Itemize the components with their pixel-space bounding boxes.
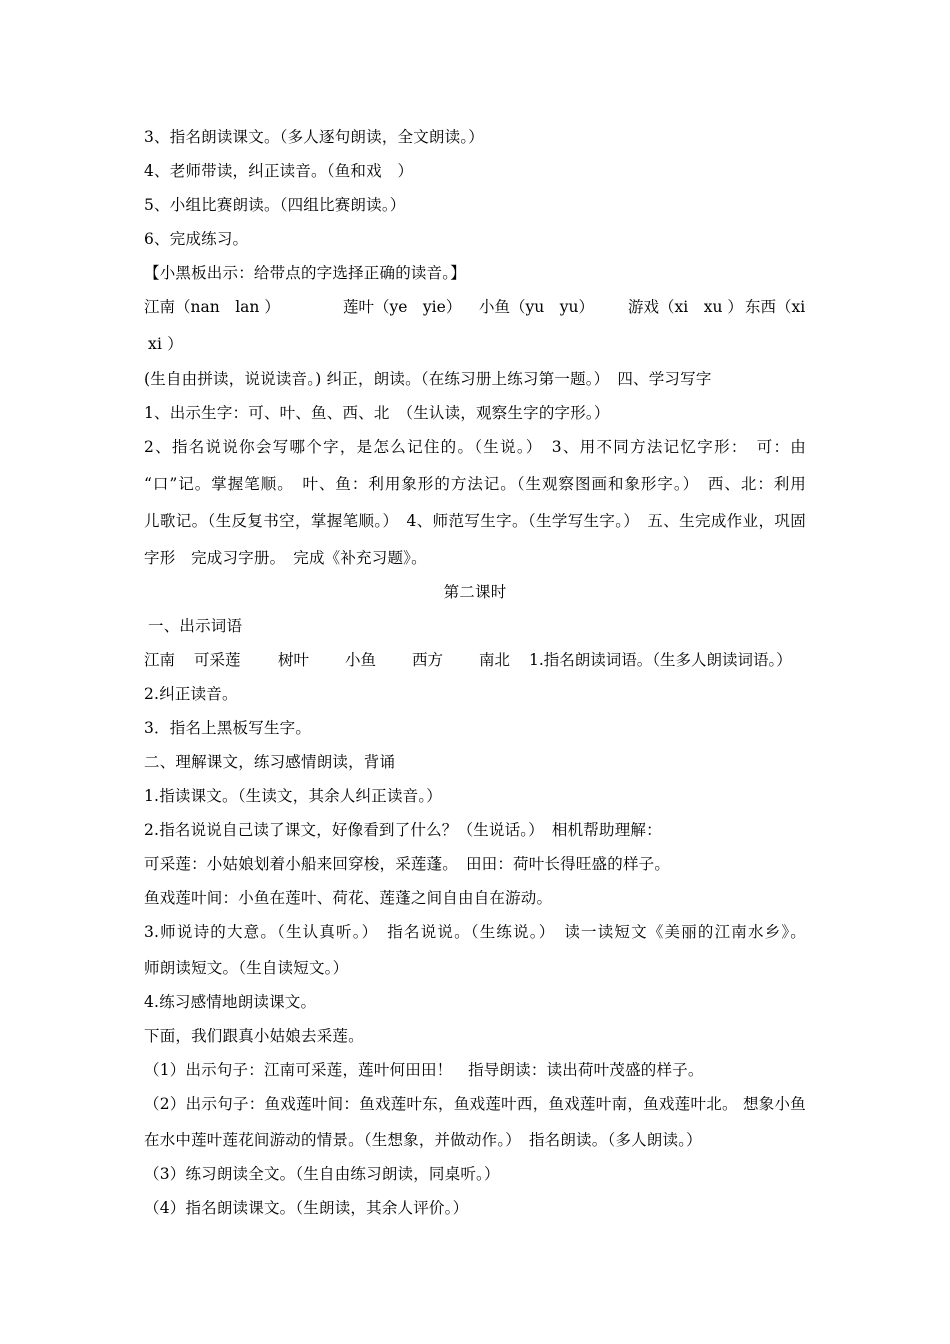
paragraph-line: 4.练习感情地朗读课文。 xyxy=(144,993,317,1011)
section-heading: 二、理解课文，练习感情朗读，背诵 xyxy=(144,753,396,771)
step-5-line: 5、小组比赛朗读。（四组比赛朗读。） xyxy=(144,196,406,214)
word-item: 江南 xyxy=(144,651,176,669)
section-title: 第二课时 xyxy=(443,583,507,601)
paragraph-line: 可采莲：小姑娘划着小船来回穿梭，采莲蓬。 田田：荷叶长得旺盛的样子。 xyxy=(144,855,671,873)
paragraph-line: 鱼戏莲叶间：小鱼在莲叶、荷花、莲蓬之间自由自在游动。 xyxy=(144,889,553,907)
paragraph-line: （2）出示句子：鱼戏莲叶间：鱼戏莲叶东，鱼戏莲叶西，鱼戏莲叶南，鱼戏莲叶北。 想象小鱼 xyxy=(144,1095,806,1113)
paragraph-line: 2.纠正读音。 xyxy=(144,685,238,703)
step-6-line: 6、完成练习。 xyxy=(144,230,249,248)
pinyin-item-xiaoyu: 小鱼（yu yu） xyxy=(479,298,594,316)
paragraph-line: 下面，我们跟真小姑娘去采莲。 xyxy=(144,1027,364,1045)
word-item: 小鱼 xyxy=(345,651,377,669)
pinyin-item-youxi: 游戏（xi xu ） xyxy=(628,298,743,316)
paragraph-line: 在水中莲叶莲花间游动的情景。（生想象，并做动作。） 指名朗读。（多人朗读。） xyxy=(144,1131,702,1149)
pinyin-item-dongxi: 东西（xi xyxy=(745,298,806,316)
paragraph-line: （4）指名朗读课文。（生朗读，其余人评价。） xyxy=(144,1199,469,1217)
paragraph-line: 字形 完成习字册。 完成《补充习题》。 xyxy=(144,549,427,567)
paragraph-line: 1.指读课文。（生读文，其余人纠正读音。） xyxy=(144,787,442,805)
word-item: 西方 xyxy=(412,651,444,669)
paragraph-line: 儿歌记。（生反复书空，掌握笔顺。） 4、师范写生字。（生学写生字。） 五、生完成作业，巩固 xyxy=(144,512,806,530)
pinyin-item-jiangnan: 江南（nan lan ） xyxy=(144,298,280,316)
paragraph-line: 师朗读短文。（生自读短文。） xyxy=(144,959,349,977)
paragraph-line: 1.指名朗读词语。（生多人朗读词语。） xyxy=(529,651,792,669)
paragraph-line: 3．指名上黑板写生字。 xyxy=(144,719,312,737)
step-4-line: 4、老师带读，纠正读音。（鱼和戏 ） xyxy=(144,162,414,180)
step-3-line: 3、指名朗读课文。（多人逐句朗读，全文朗读。） xyxy=(144,128,484,146)
paragraph-line: (生自由拼读，说说读音。) 纠正，朗读。（在练习册上练习第一题。） 四、学习写字 xyxy=(144,370,712,388)
word-item: 南北 xyxy=(479,651,511,669)
paragraph-line: 3.师说诗的大意。（生认真听。） 指名说说。（生练说。） 读一读短文《美丽的江南水乡》。 xyxy=(144,923,806,941)
word-item: 可采莲 xyxy=(194,651,241,669)
paragraph-line: “口”记。掌握笔顺。 叶、鱼：利用象形的方法记。（生观察图画和象形字。） 西、北：利用 xyxy=(144,475,806,493)
paragraph-line: （3）练习朗读全文。（生自由练习朗读，同桌听。） xyxy=(144,1165,500,1183)
paragraph-line: 2、指名说说你会写哪个字，是怎么记住的。（生说。） 3、用不同方法记忆字形： 可：由 xyxy=(144,438,806,456)
pinyin-item-dongxi-cont: xi ） xyxy=(148,335,183,353)
word-item: 树叶 xyxy=(278,651,310,669)
section-heading: 一、出示词语 xyxy=(148,617,243,635)
paragraph-line: （1）出示句子：江南可采莲，莲叶何田田！ 指导朗读：读出荷叶茂盛的样子。 xyxy=(144,1061,704,1079)
blackboard-heading: 【小黑板出示：给带点的字选择正确的读音。】 xyxy=(144,264,466,282)
paragraph-line: 2.指名说说自己读了课文，好像看到了什么？（生说话。） 相机帮助理解： xyxy=(144,821,662,839)
pinyin-item-lianye: 莲叶（ye yie） xyxy=(343,298,462,316)
paragraph-line: 1、出示生字：可、叶、鱼、西、北 （生认读，观察生字的字形。） xyxy=(144,404,610,422)
